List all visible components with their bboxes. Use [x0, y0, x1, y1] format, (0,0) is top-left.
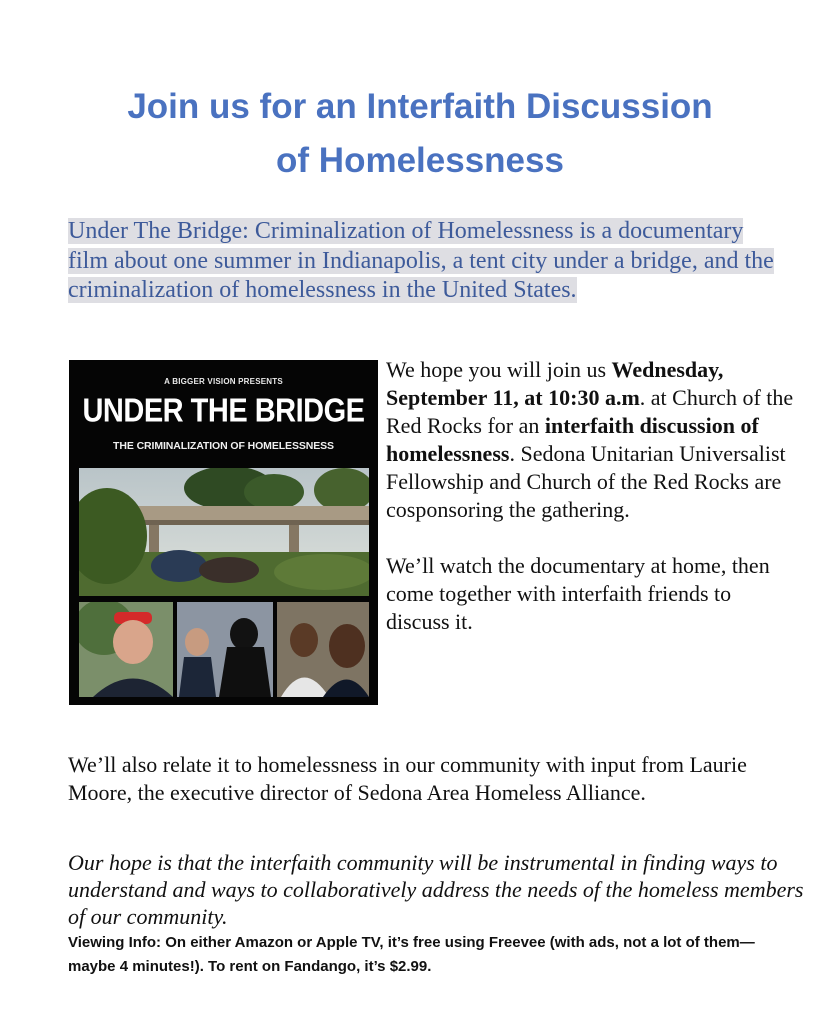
page-title — [60, 80, 780, 188]
invite-text-1: We hope you will join us — [386, 357, 612, 382]
relate-paragraph: We’ll also relate it to homelessness in our community with input from Laurie Moore, the executive director of Sedona Area Homeless Alliance. — [68, 752, 747, 805]
hope-paragraph: Our hope is that the interfaith community will be instrumental in finding ways to understand and ways to collaboratively address the needs of the homeless members of our community. — [68, 850, 804, 929]
intro-highlight-text: Under The Bridge: Criminalization of Homelessness is a documentary film about one summer in Indianapolis, a tent city under a bridge, and the criminalization of homelessness in the United States. — [68, 218, 774, 303]
event-date-time: Wednesday, September 11, at 10:30 a.m — [386, 357, 724, 410]
invite-text-3: . Sedona Unitarian Universalist Fellowship and Church of the Red Rocks are cosponsoring the gathering. — [386, 441, 786, 522]
event-details — [386, 356, 796, 636]
event-invite-paragraph — [386, 356, 796, 524]
title-line-2: of Homelessness — [276, 141, 564, 180]
invite-text-2: . at Church of the Red Rocks for an — [386, 385, 794, 438]
poster-subtitle: THE CRIMINALIZATION OF HOMELESSNESS — [113, 440, 334, 452]
movie-poster-image — [69, 360, 378, 705]
bridge-scene-photo — [79, 468, 369, 596]
poster-presents-text: A BIGGER VISION PRESENTS — [164, 377, 283, 386]
intro-paragraph — [68, 217, 788, 306]
event-topic: interfaith discussion of homelessness — [386, 413, 759, 466]
title-line-1: Join us for an Interfaith Discussion — [127, 87, 713, 126]
poster-title: UNDER THE BRIDGE — [82, 392, 365, 430]
watch-paragraph: We’ll watch the documentary at home, then come together with interfaith friends to discuss it. — [386, 553, 770, 634]
viewing-info: Viewing Info: On either Amazon or Apple TV, it’s free using Freevee (with ads, not a lot of them—maybe 4 minutes!). To rent on Fandango, it’s $2.99. — [68, 934, 755, 975]
people-photos-strip — [79, 602, 369, 697]
